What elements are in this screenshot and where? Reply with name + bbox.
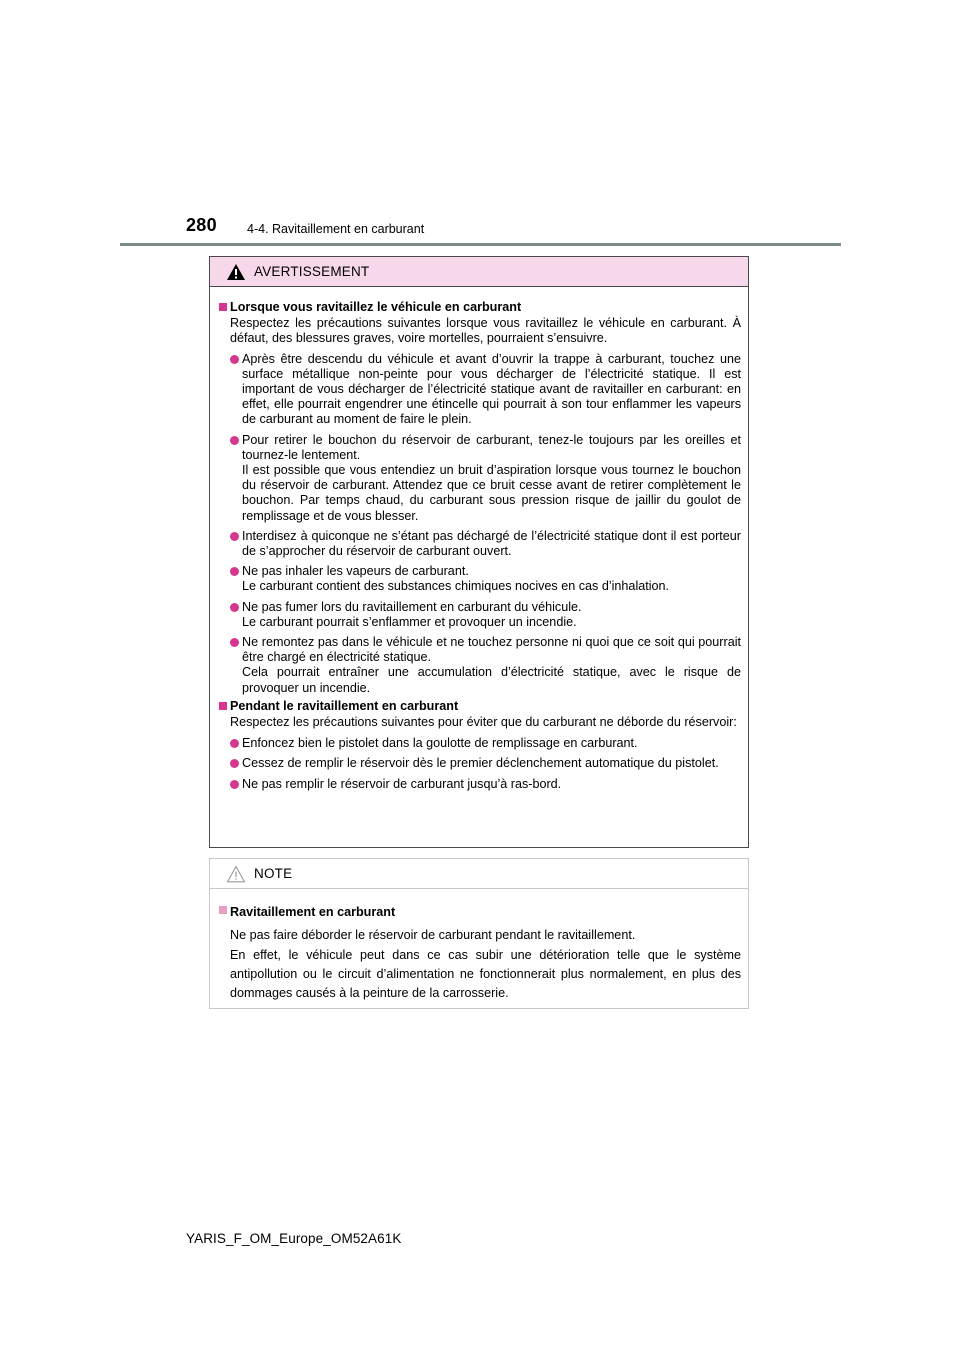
list-item [219, 736, 741, 751]
bullet-list [219, 736, 741, 792]
list-item [219, 635, 741, 696]
round-bullet-icon [230, 780, 239, 789]
list-item [219, 756, 741, 771]
list-item [219, 352, 741, 428]
warning-header [210, 257, 748, 287]
heading-text: Pendant le ravitaillement en carburant [230, 698, 459, 713]
round-bullet-icon [230, 355, 239, 364]
note-line: En effet, le véhicule peut dans ce cas subir une détérioration telle que le système antipollution ou le circuit d’alimentation ne fonctionnerait plus normalement, en plus des dommages causés à la peinture de la carrosserie. [230, 947, 741, 1001]
caution-triangle-outline-icon [226, 865, 246, 883]
bullet-text: Après être descendu du véhicule et avant d’ouvrir la trappe à carburant, touchez une surface métallique non-peinte pour vous décharger de l’électricité statique. Il est important de vous décharger de l’électricité statique avant de ravitailler en carburant: en effet, elle pourrait engendrer une étincelle qui pourrait à son tour enflammer les vapeurs de carburant au moment de faire le plein. [242, 351, 741, 427]
list-item [219, 777, 741, 792]
note-heading [219, 903, 741, 922]
header-rule [120, 243, 841, 246]
bullet-text: Cessez de remplir le réservoir dès le premier déclenchement automatique du pistolet. [242, 756, 719, 771]
warning-section [219, 699, 741, 792]
list-item [219, 600, 741, 630]
note-title: NOTE [254, 866, 293, 881]
round-bullet-icon [230, 739, 239, 748]
bullet-text: Ne remontez pas dans le véhicule et ne touchez personne ni quoi que ce soit qui pourrait être chargé en électricité statique. [242, 635, 741, 665]
bullet-text: Interdisez à quiconque ne s’étant pas déchargé de l’électricité statique dont il est porteur de s’approcher du réservoir de carburant ouvert. [242, 528, 741, 559]
heading-text: Lorsque vous ravitaillez le véhicule en carburant [230, 300, 522, 314]
square-bullet-icon [219, 906, 227, 914]
warning-body [210, 287, 748, 792]
round-bullet-icon [230, 638, 239, 647]
round-bullet-icon [230, 532, 239, 541]
warning-section-intro: Respectez les précautions suivantes pour éviter que du carburant ne déborde du réservoir: [230, 715, 737, 730]
page-number: 280 [186, 215, 217, 235]
note-box [209, 858, 749, 1009]
heading-text: Ravitaillement en carburant [230, 905, 396, 919]
warning-section-heading [219, 300, 741, 315]
list-item [219, 564, 741, 594]
bullet-text: Le carburant pourrait s’enflammer et provoquer un incendie. [242, 614, 577, 629]
bullet-text: Cela pourrait entraîner une accumulation d’électricité statique, avec le risque de provoquer un incendie. [242, 665, 741, 695]
list-item [219, 529, 741, 559]
bullet-text: Pour retirer le bouchon du réservoir de carburant, tenez-le toujours par les oreilles et tournez-le lentement. [242, 432, 741, 462]
warning-box [209, 256, 749, 848]
round-bullet-icon [230, 436, 239, 445]
warning-title: AVERTISSEMENT [254, 264, 370, 279]
note-body [210, 889, 748, 1003]
note-line: Ne pas faire déborder le réservoir de carburant pendant le ravitaillement. [230, 928, 636, 943]
bullet-text: Le carburant contient des substances chimiques nocives en cas d’inhalation. [242, 579, 670, 594]
warning-triangle-icon [226, 263, 246, 281]
round-bullet-icon [230, 567, 239, 576]
note-text [219, 926, 741, 1003]
bullet-text: Ne pas inhaler les vapeurs de carburant. [242, 564, 469, 579]
warning-section [219, 300, 741, 696]
bullet-text: Ne pas fumer lors du ravitaillement en carburant du véhicule. [242, 599, 582, 614]
round-bullet-icon [230, 759, 239, 768]
document-code: YARIS_F_OM_Europe_OM52A61K [186, 1231, 402, 1246]
note-header [210, 859, 748, 889]
warning-section-heading [219, 699, 741, 714]
bullet-text: Enfoncez bien le pistolet dans la goulotte de remplissage en carburant. [242, 736, 638, 751]
list-item [219, 433, 741, 524]
bullet-list [219, 352, 741, 696]
section-title: 4-4. Ravitaillement en carburant [247, 222, 425, 236]
square-bullet-icon [219, 702, 227, 710]
round-bullet-icon [230, 603, 239, 612]
square-bullet-icon [219, 303, 227, 311]
bullet-text: Ne pas remplir le réservoir de carburant jusqu’à ras-bord. [242, 776, 562, 791]
warning-section-intro: Respectez les précautions suivantes lorsque vous ravitaillez le véhicule en carburant. À défaut, des blessures graves, voire mortelles, pourraient s’ensuivre. [230, 316, 741, 346]
bullet-text: Il est possible que vous entendiez un bruit d’aspiration lorsque vous tournez le bouchon du réservoir de carburant. Attendez que ce bruit cesse avant de retirer complètement le bouchon. Par temps chaud, du carburant sous pression risque de jaillir du goulot de remplissage et de vous blesser. [242, 463, 741, 523]
